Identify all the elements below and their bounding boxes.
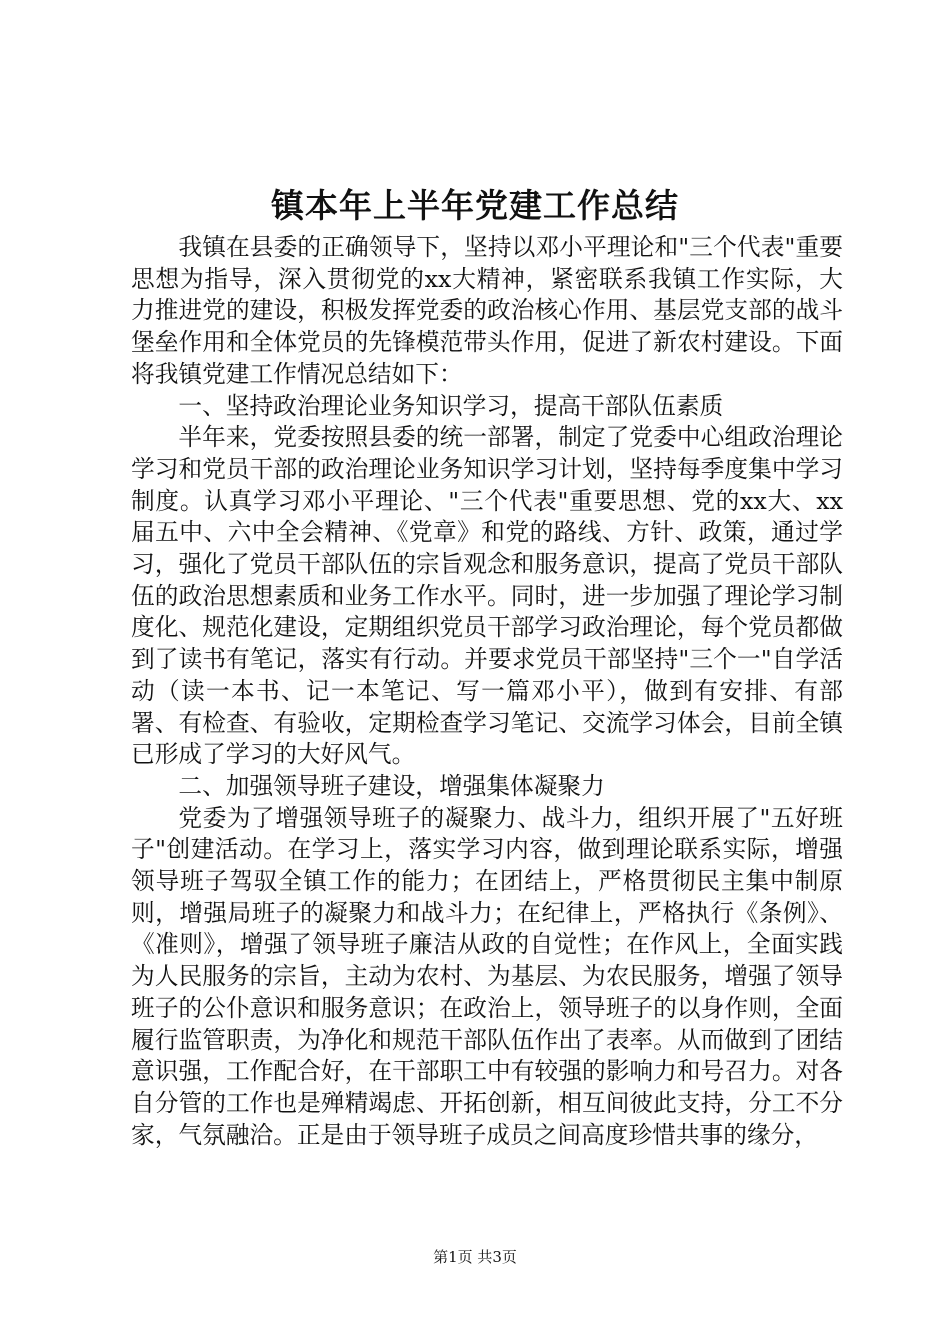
paragraph-section-2: 党委为了增强领导班子的凝聚力、战斗力，组织开展了"五好班子"创建活动。在学习上，落实学习内容，做到理论联系实际，增强领导班子驾驭全镇工作的能力；在团结上，严格贯彻民主集中制原则，增强局班子的凝聚力和战斗力；在纪律上，严格执行《条例》、《准则》，增强了领导班子廉洁从政的自觉性；在作风上，全面实践为人民服务的宗旨，主动为农村、为基层、为农民服务，增强了领导班子的公仆意识和服务意识；在政治上，领导班子的以身作则，全面履行监管职责，为净化和规范干部队伍作出了表率。从而做到了团结意识强，工作配合好，在干部职工中有较强的影响力和号召力。对各自分管的工作也是殚精竭虑、开拓创新，相互间彼此支持，分工不分家，气氛融洽。正是由于领导班子成员之间高度珍惜共事的缘分， [131, 803, 843, 1149]
section-heading-1: 一、坚持政治理论业务知识学习，提高干部队伍素质 [178, 391, 724, 420]
paragraph-section-1: 半年来，党委按照县委的统一部署，制定了党委中心组政治理论学习和党员干部的政治理论业务知识学习计划，坚持每季度集中学习制度。认真学习邓小平理论、"三个代表"重要思想、党的xx大、xx届五中、六中全会精神、《党章》和党的路线、方针、政策，通过学习，强化了党员干部队伍的宗旨观念和服务意识，提高了党员干部队伍的政治思想素质和业务工作水平。同时，进一步加强了理论学习制度化、规范化建设，定期组织党员干部学习政治理论，每个党员都做到了读书有笔记，落实有行动。并要求党员干部坚持"三个一"自学活动（读一本书、记一本笔记、写一篇邓小平），做到有安排、有部署、有检查、有验收，定期检查学习笔记、交流学习体会，目前全镇已形成了学习的大好风气。 [131, 423, 843, 769]
paragraph-intro: 我镇在县委的正确领导下，坚持以邓小平理论和"三个代表"重要思想为指导，深入贯彻党的xx大精神，紧密联系我镇工作实际，大力推进党的建设，积极发挥党委的政治核心作用、基层党支部的战斗堡垒作用和全体党员的先锋模范带头作用，促进了新农村建设。下面将我镇党建工作情况总结如下： [131, 233, 843, 388]
page-footer: 第1页 共3页 [433, 1248, 517, 1266]
section-heading-2: 二、加强领导班子建设，增强集体凝聚力 [178, 771, 605, 800]
document-body [131, 232, 843, 1151]
page-title: 镇本年上半年党建工作总结 [271, 186, 679, 225]
